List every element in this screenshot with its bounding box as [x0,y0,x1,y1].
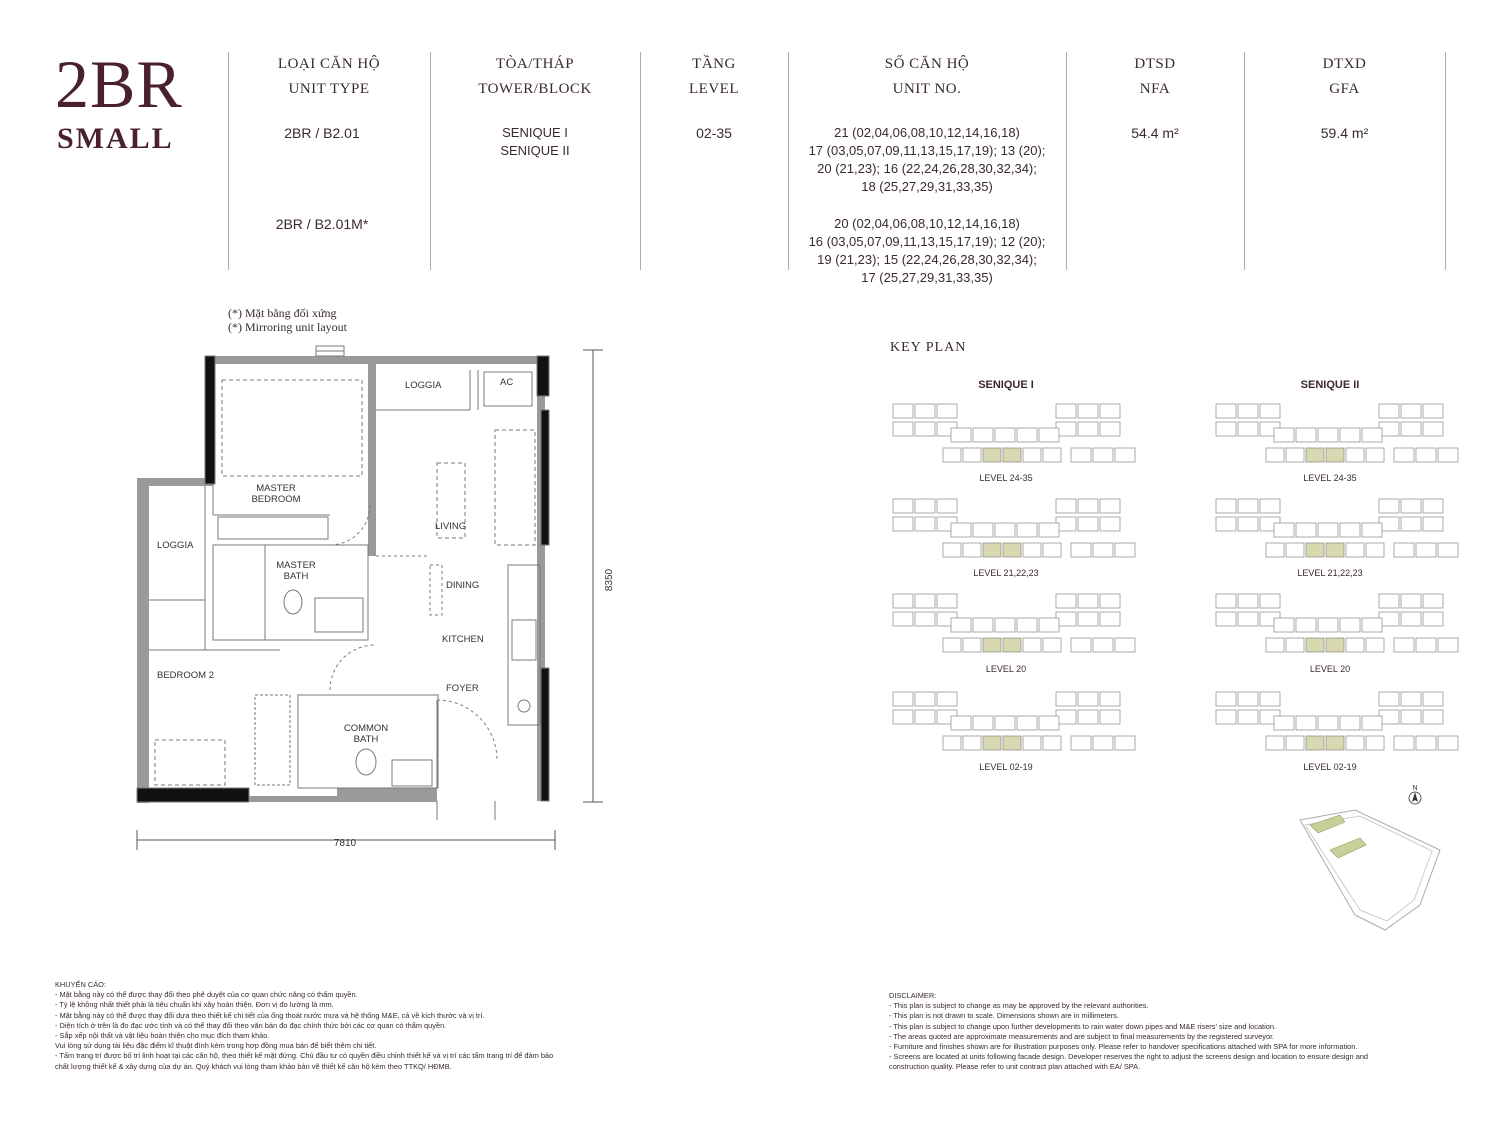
key-plan-level: LEVEL 24-35 [979,473,1033,483]
room-label-bedroom-2: BEDROOM 2 [157,670,215,681]
unit-type-title: 2BR [55,46,183,122]
room-label-loggia-left: LOGGIA [157,540,194,551]
mirror-note-en: (*) Mirroring unit layout [228,320,347,334]
room-label-common-bath: COMMON [343,723,389,734]
key-plan-tower-2: SENIQUE II [1300,379,1360,391]
dimension-height: 8350 [604,568,615,592]
key-plan-tower-1: SENIQUE I [978,379,1034,391]
header-unit-no: SỐ CĂN HỘ UNIT NO. [884,56,970,97]
key-plan-level: LEVEL 20 [1309,664,1351,674]
room-label-ac: AC [500,377,514,388]
room-label-master-bath: MASTER [276,560,316,571]
disclaimer-en-title: DISCLAIMER: [889,991,937,1000]
disclaimer-vi-title: KHUYẾN CÁO: [55,980,106,989]
room-label-dining: DINING [446,580,480,591]
dimension-width: 7810 [333,838,357,849]
header-gfa: DTXD GFA [1322,56,1367,97]
header-unit-type: LOẠI CĂN HỘ UNIT TYPE [277,56,381,97]
unit-type-value: 2BR / B2.01M* [275,216,369,232]
room-label-common-bath: BATH [353,734,379,745]
north-label: N [1412,785,1418,792]
disclaimer-en: DISCLAIMER: - This plan is subject to change as may be approved by the relevant authorities. - This plan is not drawn to scale. Dimensions shown are in millimeters. - This plan is subject to change upon further developments to rain water down pipes and M&E risers' size and location. - The areas quoted are approximate measurements and are subject to final measurements by the registered surveyor. - Furniture and finishes shown are for illustration purposes only. Please refer to handover specifications attached with SPA for more information. - Screens are located at units following facade design. Developer reserves the right to adjust the screens design and location to ensure design and construction quality. Please refer to unit contract plan attached with EA/ SPA. [889,991,1369,1072]
key-plan-level: LEVEL 02-19 [979,762,1033,772]
key-plan-level: LEVEL 24-35 [1303,473,1357,483]
tower-value: SENIQUE I SENIQUE II [500,125,570,158]
key-plan-level: LEVEL 21,22,23 [1297,568,1363,578]
key-plan-level: LEVEL 21,22,23 [973,568,1039,578]
key-plan-title: KEY PLAN [890,340,967,355]
unit-no-list: 20 (02,04,06,08,10,12,14,16,18) 16 (03,05,07,09,11,13,15,17,19); 12 (20); 19 (21,23); 15 (22,24,26,28,30,32,34); 17 (25,27,29,31,33,35) [808,216,1046,285]
key-plan-level: LEVEL 20 [985,664,1027,674]
header-tower-block: TÒA/THÁP TOWER/BLOCK [478,56,592,97]
mirror-note-vi: (*) Mặt bằng đối xứng [228,306,337,320]
room-label-loggia-top: LOGGIA [405,380,442,391]
north-arrow-icon [1409,785,1421,804]
room-label-foyer: FOYER [446,683,479,694]
unit-type-value: 2BR / B2.01 [284,125,360,141]
room-label-master-bedroom: MASTER [256,483,296,494]
unit-no-list: 21 (02,04,06,08,10,12,14,16,18) 17 (03,05,07,09,11,13,15,17,19); 13 (20); 20 (21,23); 16 (22,24,26,28,30,32,34); 18 (25,27,29,31,33,35) [808,125,1046,194]
room-label-master-bedroom: BEDROOM [251,494,301,505]
key-plan-level: LEVEL 02-19 [1303,762,1357,772]
disclaimer-vi: KHUYẾN CÁO: - Mặt bằng này có thể được thay đổi theo phê duyệt của cơ quan chức năng có thẩm quyền. - Tỷ lệ không nhất thiết phải là tiêu chuẩn khi xây hoàn thiện. Đơn vị đo lường là mm. - Mặt bằng này có thể được thay đổi dựa theo thiết kế chi tiết của ống thoát nước mưa và hệ thống M&E, cả về kích thước và vị trí. - Diện tích ở trên là đo đạc ước tính và có thể thay đổi theo văn bản đo đạc chính thức bởi các cơ quan có thẩm quyền. - Sắp xếp nội thất và vật liệu hoàn thiện cho mục đích tham khảo. Vui lòng sử dụng tài liệu đặc điểm kĩ thuật đính kèm trong hợp đồng mua bán để biết thêm chi tiết. - Tấm trang trí được bố trí linh hoạt tại các căn hộ, theo thiết kế mặt đứng. Chủ đầu tư có quyền điều chỉnh thiết kế và vị trí các tấm trang trí để đảm bảo chất lượng thiết kế & xây dựng của dự án. Quý khách vui lòng tham khảo bản vẽ thiết kế căn hộ kèm theo TTKQ/ HĐMB. [55,980,554,1071]
level-value: 02-35 [696,125,732,141]
room-label-master-bath: BATH [283,571,309,582]
unit-size-subtitle: SMALL [57,122,174,155]
nfa-value: 54.4 m² [1131,125,1179,141]
header-nfa: DTSD NFA [1134,56,1176,97]
room-label-living: LIVING [435,521,467,532]
room-label-kitchen: KITCHEN [442,634,484,645]
header-level: TẦNG LEVEL [689,56,739,97]
gfa-value: 59.4 m² [1320,125,1369,141]
